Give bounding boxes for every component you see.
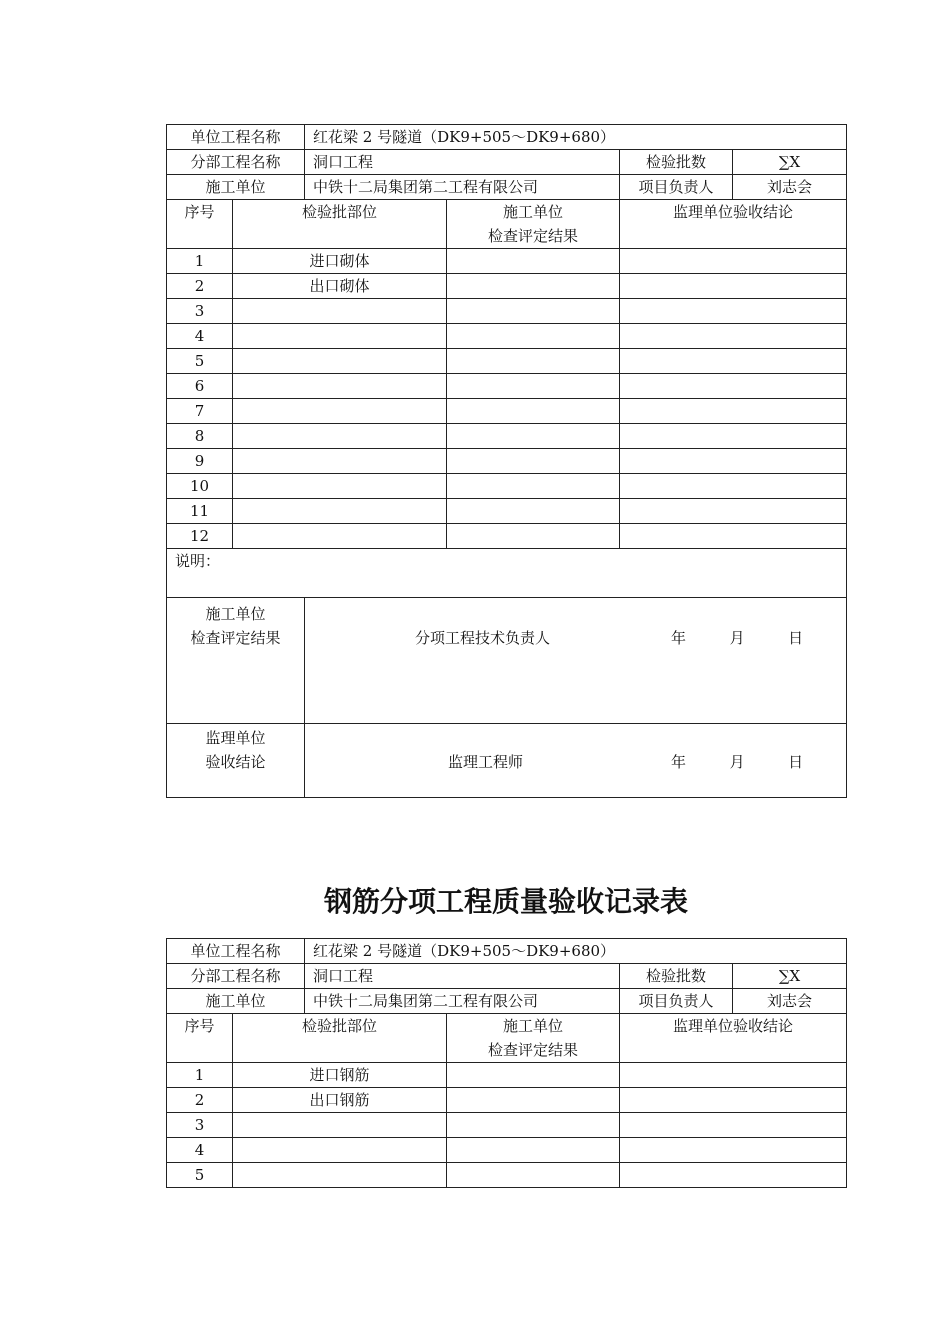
row-no: 10 [167, 474, 233, 499]
day-label: 日 [788, 753, 804, 771]
row-supervisor-conclusion[interactable] [620, 1088, 847, 1113]
supervisor-sign-label-line1: 监理单位 [205, 729, 266, 747]
col-supervisor-conclusion: 监理单位验收结论 [620, 1014, 847, 1063]
table-row [167, 424, 847, 449]
row-supervisor-conclusion[interactable] [620, 324, 847, 349]
contractor-value: 中铁十二局集团第二工程有限公司 [305, 989, 620, 1014]
table-row [167, 1088, 847, 1113]
row-location [233, 349, 447, 374]
row-location: 出口钢筋 [233, 1088, 447, 1113]
row-location: 进口钢筋 [233, 1063, 447, 1088]
supervisor-sign-label-line2: 验收结论 [205, 753, 266, 771]
table-row [167, 1163, 847, 1188]
row-location [233, 1138, 447, 1163]
row-no: 2 [167, 274, 233, 299]
row-supervisor-conclusion[interactable] [620, 399, 847, 424]
row-no: 3 [167, 299, 233, 324]
row-contractor-result[interactable] [447, 1163, 620, 1188]
col-contractor-result [447, 1014, 620, 1063]
unit-project-label: 单位工程名称 [167, 125, 305, 150]
row-no: 4 [167, 324, 233, 349]
sub-project-value: 洞口工程 [305, 964, 620, 989]
supervisor-sign-label [167, 724, 305, 798]
form2-title: 钢筋分项工程质量验收记录表 [323, 885, 688, 918]
row-supervisor-conclusion[interactable] [620, 374, 847, 399]
row-supervisor-conclusion[interactable] [620, 249, 847, 274]
row-location [233, 1113, 447, 1138]
batch-count-value: ∑X [733, 964, 847, 989]
batch-count-label: 检验批数 [620, 150, 733, 175]
row-no: 11 [167, 499, 233, 524]
row-supervisor-conclusion[interactable] [620, 1163, 847, 1188]
row-contractor-result[interactable] [447, 449, 620, 474]
month-label: 月 [729, 629, 745, 647]
manager-label: 项目负责人 [620, 989, 733, 1014]
row-location [233, 324, 447, 349]
table-row [167, 399, 847, 424]
col-contractor-result [447, 200, 620, 249]
batch-count-value: ∑X [733, 150, 847, 175]
row-no: 1 [167, 1063, 233, 1088]
table-row [167, 249, 847, 274]
row-location [233, 424, 447, 449]
year-label: 年 [671, 753, 687, 771]
row-contractor-result[interactable] [447, 1063, 620, 1088]
row-supervisor-conclusion[interactable] [620, 1138, 847, 1163]
col-no: 序号 [167, 200, 233, 249]
unit-project-value: 红花梁 2 号隧道（DK9+505～DK9+680） [305, 125, 847, 150]
row-location: 进口砌体 [233, 249, 447, 274]
row-contractor-result[interactable] [447, 349, 620, 374]
table-row [167, 349, 847, 374]
table-row [167, 274, 847, 299]
row-supervisor-conclusion[interactable] [620, 499, 847, 524]
row-location [233, 449, 447, 474]
note-label: 说明： [167, 549, 847, 598]
unit-project-label: 单位工程名称 [167, 939, 305, 964]
row-no: 7 [167, 399, 233, 424]
table-row [167, 374, 847, 399]
row-location [233, 374, 447, 399]
row-supervisor-conclusion[interactable] [620, 349, 847, 374]
row-contractor-result[interactable] [447, 524, 620, 549]
batch-count-label: 检验批数 [620, 964, 733, 989]
row-contractor-result[interactable] [447, 474, 620, 499]
table-row [167, 1063, 847, 1088]
col-contractor-result-line1: 施工单位 [503, 203, 564, 221]
table-row [167, 449, 847, 474]
contractor-label: 施工单位 [167, 989, 305, 1014]
row-contractor-result[interactable] [447, 1113, 620, 1138]
date-line [671, 750, 803, 774]
row-contractor-result[interactable] [447, 424, 620, 449]
row-supervisor-conclusion[interactable] [620, 1113, 847, 1138]
row-contractor-result[interactable] [447, 499, 620, 524]
row-supervisor-conclusion[interactable] [620, 274, 847, 299]
table-row [167, 474, 847, 499]
row-location [233, 474, 447, 499]
col-location: 检验批部位 [233, 200, 447, 249]
row-contractor-result[interactable] [447, 1088, 620, 1113]
manager-value: 刘志会 [733, 175, 847, 200]
row-supervisor-conclusion[interactable] [620, 474, 847, 499]
row-no: 12 [167, 524, 233, 549]
row-no: 3 [167, 1113, 233, 1138]
row-no: 1 [167, 249, 233, 274]
sub-project-label: 分部工程名称 [167, 150, 305, 175]
month-label: 月 [729, 753, 745, 771]
col-no: 序号 [167, 1014, 233, 1063]
contractor-value: 中铁十二局集团第二工程有限公司 [305, 175, 620, 200]
row-supervisor-conclusion[interactable] [620, 424, 847, 449]
row-no: 9 [167, 449, 233, 474]
col-contractor-result-line2: 检查评定结果 [488, 227, 579, 245]
tech-lead-label: 分项工程技术负责人 [415, 629, 551, 647]
row-contractor-result[interactable] [447, 299, 620, 324]
date-line [671, 626, 803, 650]
table-row [167, 499, 847, 524]
row-no: 6 [167, 374, 233, 399]
row-contractor-result[interactable] [447, 399, 620, 424]
manager-label: 项目负责人 [620, 175, 733, 200]
supervisor-engineer-label: 监理工程师 [448, 753, 524, 771]
masonry-inspection-form [166, 124, 847, 798]
table-row [167, 299, 847, 324]
rebar-inspection-form [166, 938, 847, 1188]
row-location [233, 1163, 447, 1188]
manager-value: 刘志会 [733, 989, 847, 1014]
contractor-sign-area[interactable] [305, 598, 847, 724]
row-no: 2 [167, 1088, 233, 1113]
sub-project-value: 洞口工程 [305, 150, 620, 175]
contractor-label: 施工单位 [167, 175, 305, 200]
col-location: 检验批部位 [233, 1014, 447, 1063]
table-row [167, 524, 847, 549]
row-location [233, 524, 447, 549]
row-contractor-result[interactable] [447, 324, 620, 349]
row-no: 8 [167, 424, 233, 449]
row-location [233, 399, 447, 424]
row-location [233, 299, 447, 324]
sub-project-label: 分部工程名称 [167, 964, 305, 989]
year-label: 年 [671, 629, 687, 647]
table-row [167, 324, 847, 349]
row-contractor-result[interactable] [447, 274, 620, 299]
unit-project-value: 红花梁 2 号隧道（DK9+505～DK9+680） [305, 939, 847, 964]
row-supervisor-conclusion[interactable] [620, 524, 847, 549]
row-supervisor-conclusion[interactable] [620, 299, 847, 324]
contractor-sign-label [167, 598, 305, 724]
row-supervisor-conclusion[interactable] [620, 1063, 847, 1088]
row-contractor-result[interactable] [447, 374, 620, 399]
table-row [167, 1113, 847, 1138]
row-location: 出口砌体 [233, 274, 447, 299]
row-supervisor-conclusion[interactable] [620, 449, 847, 474]
contractor-sign-label-line1: 施工单位 [205, 605, 266, 623]
table-row [167, 1138, 847, 1163]
row-no: 4 [167, 1138, 233, 1163]
contractor-sign-label-line2: 检查评定结果 [190, 629, 281, 647]
row-contractor-result[interactable] [447, 249, 620, 274]
col-contractor-result-line2: 检查评定结果 [488, 1041, 579, 1059]
col-contractor-result-line1: 施工单位 [503, 1017, 564, 1035]
row-no: 5 [167, 1163, 233, 1188]
col-supervisor-conclusion: 监理单位验收结论 [620, 200, 847, 249]
row-contractor-result[interactable] [447, 1138, 620, 1163]
row-no: 5 [167, 349, 233, 374]
row-location [233, 499, 447, 524]
supervisor-sign-area[interactable] [305, 724, 847, 798]
day-label: 日 [788, 629, 804, 647]
